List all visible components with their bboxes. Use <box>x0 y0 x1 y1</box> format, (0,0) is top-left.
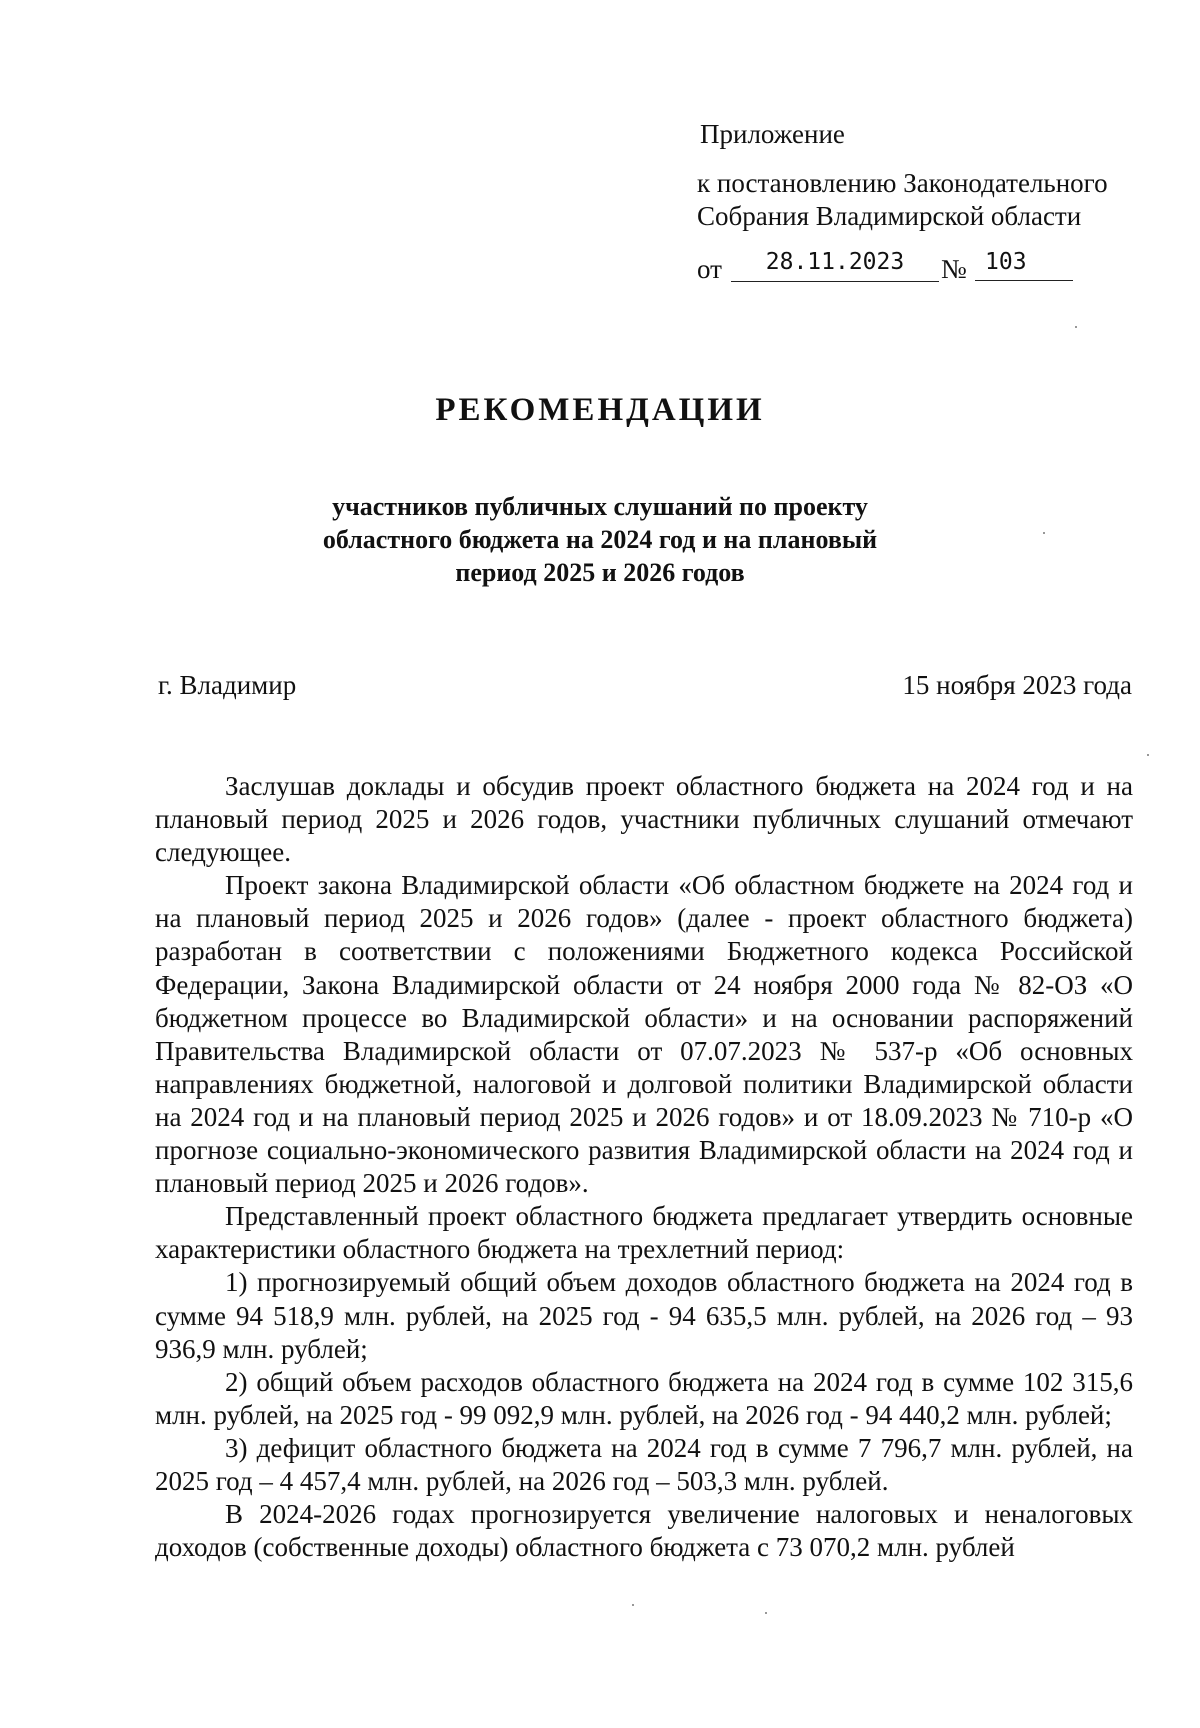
paragraph-item-deficit: 3) дефицит областного бюджета на 2024 год в сумме 7 796,7 млн. рублей, на 2025 год – 4 457,4 млн. рублей, на 2026 год – 503,3 млн. рублей. <box>155 1432 1133 1496</box>
paragraph-item-expenditures: 2) общий объем расходов областного бюджета на 2024 год в сумме 102 315,6 млн. рублей, на 2025 год - 99 092,9 млн. рублей, на 2026 год - 94 440,2 млн. рублей; <box>155 1366 1133 1430</box>
appendix-reference-line-2: Собрания Владимирской области <box>697 201 1082 231</box>
paragraph-item-revenues: 1) прогнозируемый общий объем доходов областного бюджета на 2024 год в сумме 94 518,9 млн. рублей, на 2025 год - 94 635,5 млн. рублей, на 2026 год – 93 936,9 млн. рублей; <box>155 1267 1133 1364</box>
paragraph-intro: Заслушав доклады и обсудив проект областного бюджета на 2024 год и на плановый период 2025 и 2026 годов, участники публичных слушаний отмечают следующее. <box>155 771 1133 868</box>
scan-speck <box>765 1612 767 1614</box>
resolution-number: 103 <box>975 247 1073 281</box>
appendix-block <box>697 118 1137 283</box>
number-sign: № <box>941 254 967 284</box>
appendix-date-line <box>697 247 1137 283</box>
document-title: РЕКОМЕНДАЦИИ <box>435 392 765 428</box>
scan-speck <box>1043 532 1045 534</box>
resolution-date: 28.11.2023 <box>731 247 939 282</box>
document-body <box>155 770 1133 1564</box>
paragraph-own-revenues: В 2024-2026 годах прогнозируется увеличение налоговых и неналоговых доходов (собственные доходы) областного бюджета с 73 070,2 млн. рублей <box>155 1499 1133 1563</box>
scan-speck <box>1075 326 1077 328</box>
appendix-reference-line-1: к постановлению Законодательного <box>697 168 1108 198</box>
appendix-title: Приложение <box>700 119 845 149</box>
scan-speck <box>1147 754 1149 756</box>
date-prefix: от <box>697 254 722 284</box>
document-date: 15 ноября 2023 года <box>902 670 1132 700</box>
document-subtitle: участников публичных слушаний по проекту областного бюджета на 2024 год и на плановый период 2025 и 2026 годов <box>322 492 878 587</box>
paragraph-characteristics: Представленный проект областного бюджета предлагает утвердить основные характеристики областного бюджета на трехлетний период: <box>155 1201 1133 1265</box>
paragraph-legal-basis: Проект закона Владимирской области «Об областном бюджете на 2024 год и на плановый период 2025 и 2026 годов» (далее - проект областного бюджета) разработан в соответствии с положениями Бюджетного кодекса Российской Федерации, Закона Владимирской области от 24 ноября 2000 года № 82-ОЗ «О бюджетном процессе во Владимирской области» и на основании распоряжений Правительства Владимирской области от 07.07.2023 № 537-р «Об основных направлениях бюджетной, налоговой и долговой политики Владимирской области на 2024 год и на плановый период 2025 и 2026 годов» и от 18.09.2023 № 710-р «О прогнозе социально-экономического развития Владимирской области на 2024 год и плановый период 2025 и 2026 годов». <box>155 870 1133 1199</box>
scan-speck <box>632 1604 634 1606</box>
document-place: г. Владимир <box>158 670 297 700</box>
